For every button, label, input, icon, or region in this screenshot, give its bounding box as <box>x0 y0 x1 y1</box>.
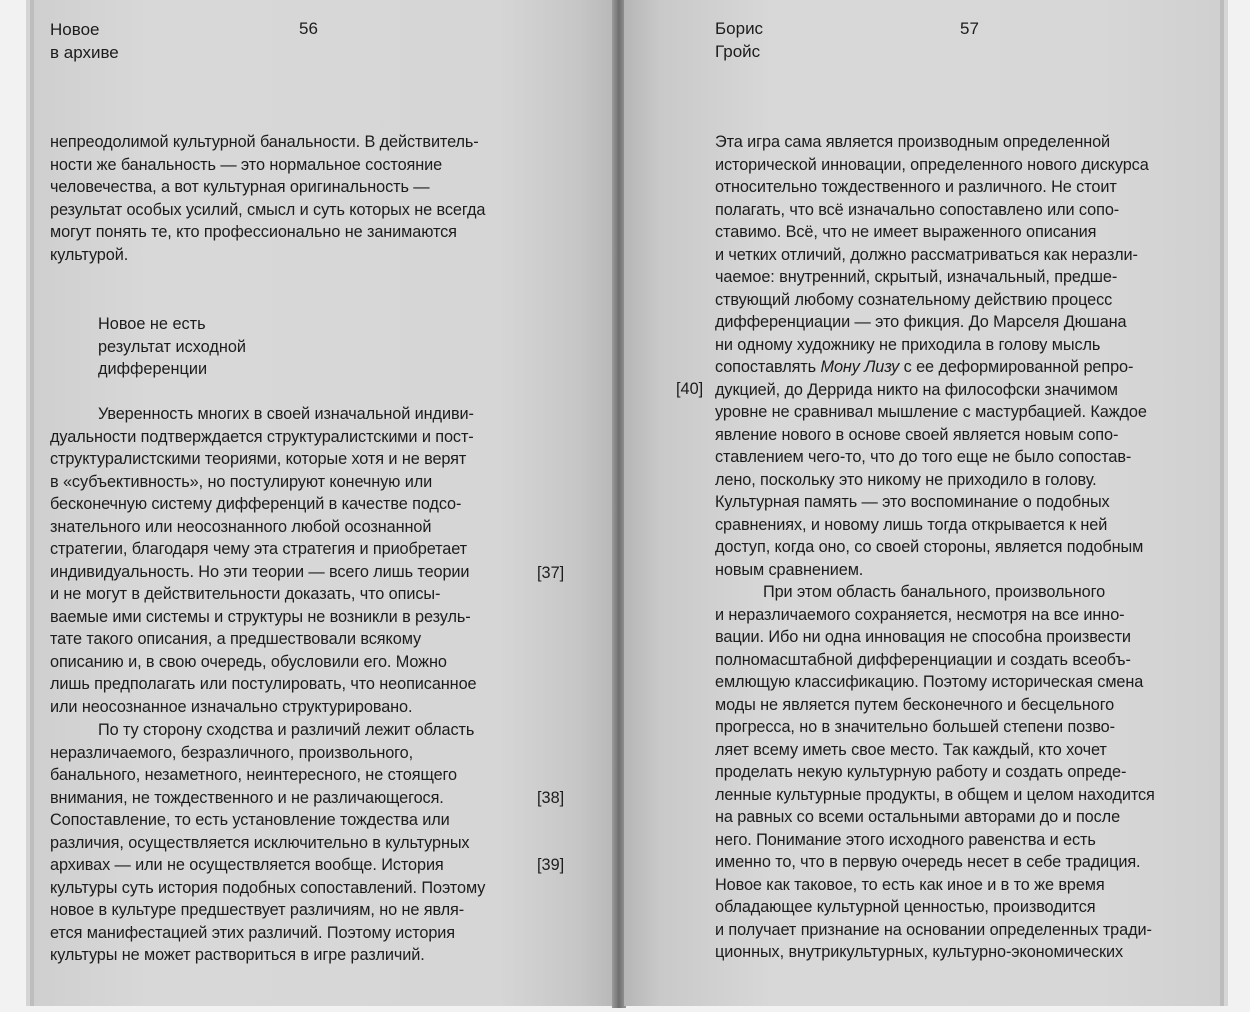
page-number-right: 57 <box>960 19 979 38</box>
paragraph-1-left: непреодолимой культурной банальности. В действитель- ности же банальность — это нормальное состояние человечества, а вот культурная оригинальность — результат особых усилий, смысл и суть которых не всегда могут понять те, кто профессионально не занимаются культурой. <box>50 133 486 264</box>
margin-note-39[interactable]: [39] <box>537 856 565 874</box>
running-head-right: Борис Гройс <box>715 19 764 61</box>
paragraph-2-right: При этом область банального, произвольного и неразличаемого сохраняется, несмотря на все инно- вации. Ибо ни одна инновация не способна произвести полномасштабной дифференциации и создать всеобъ- емлющую классификацию. Поэтому историческая смена моды не является путем бесконечного и бесцельного прогресса, но в значительно большей степени позво- ляет всему иметь свое место. Так каждый, кто хочет проделать некую культурную работу и создать опреде- ленные культурные продукты, в общем и целом находится на равных со всеми остальными авторами до и после него. Понимание этого исходного равенства и есть именно то, что в первую очередь несет в себе традиция. Новое как таковое, то есть как иное и в то же время обладающее культурной ценностью, производится и получает признание на основании определенных тради- ционных, внутрикультурных, культурно-экономических <box>715 583 1155 961</box>
right-page <box>624 0 1220 1006</box>
paragraph-1-right-text-a: Эта игра сама является производным определенной исторической инновации, определенного нового дискурса относительно тождественного и различного. Не стоит полагать, что всё изначально сопоставлено или сопо- ставимо. Всё, что не имеет выраженного описания и четких отличий, должно рассматриваться как неразли- чаемое: внутренний, скрытый, изначальный, предше- ствующий любому сознательному действию процесс дифференциации — это фикция. До Марселя Дюшана ни одному художнику не приходила в голову мысль сопоставлять <box>715 133 1149 376</box>
running-head-left: Новое в архиве <box>50 20 119 62</box>
italic-title-mona-lisa: Мону Лизу <box>820 358 900 376</box>
paragraph-3-left: По ту сторону сходства и различий лежит область неразличаемого, безразличного, произвольного, банального, незаметного, неинтересного, не стоящего внимания, не тождественного и не различающегося. Сопоставление, то есть установление тождества или различия, осуществляется исключительно в культурных архивах — или не осуществляется вообще. История культуры суть история подобных сопоставлений. Поэтому новое в культуре предшествует различиям, но не явля- ется манифестацией этих различий. Поэтому история культуры не может раствориться в игре различий. <box>50 721 486 964</box>
margin-note-40[interactable]: [40] <box>676 380 704 398</box>
paragraph-1-right <box>715 131 1149 581</box>
left-page <box>34 0 614 1006</box>
paragraph-1-right-text-b: с ее деформированной репро- дукцией, до Деррида никто на философски значимом уровне не сравнивал мышление с мастурбацией. Каждое явление нового в основе своей является новым сопо- ставлением чего-то, что до того еще не было сопостав- лено, поскольку это никому не приходило в голову. Культурная память — это воспоминание о подобных сравнениях, и новому лишь тогда открывается к ней доступ, когда оно, со своей стороны, является подобным новым сравнением. <box>715 358 1147 579</box>
margin-note-37[interactable]: [37] <box>537 564 565 582</box>
page-number-left: 56 <box>299 19 318 38</box>
margin-note-38[interactable]: [38] <box>537 789 565 807</box>
section-subheading: Новое не есть результат исходной дифференции <box>98 315 247 378</box>
paragraph-2-left: Уверенность многих в своей изначальной индиви- дуальности подтверждается структуралистскими и пост- структуралистскими теориями, которые хотя и не верят в «субъективность», но постулируют конечную или бесконечную систему дифференций в качестве подсо- знательного или неосознанного любой осознанной стратегии, благодаря чему эта стратегия и приобретает индивидуальность. Но эти теории — всего лишь теории и не могут в действительности доказать, что описы- ваемые ими системы и структуры не возникли в резуль- тате такого описания, а предшествовали всякому описанию и, в свою очередь, обусловили его. Можно лишь предполагать или постулировать, что неописанное или неосознанное изначально структурировано. <box>50 405 477 716</box>
